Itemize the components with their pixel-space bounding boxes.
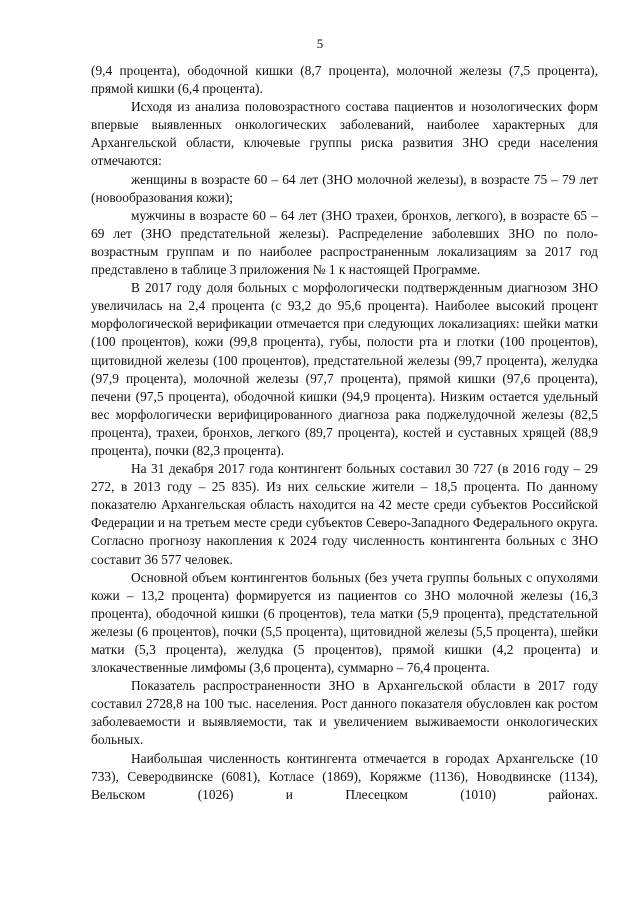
paragraph-women-risk: женщины в возрасте 60 – 64 лет (ЗНО молочной железы), в возрасте 75 – 79 лет (новообразования кожи);	[91, 171, 598, 205]
paragraph-continuation: (9,4 процента), ободочной кишки (8,7 процента), молочной железы (7,5 процента), прямой кишки (6,4 процента).	[91, 63, 598, 97]
paragraph-risk-groups-intro: Исходя из анализа половозрастного состава пациентов и нозологических форм впервые выявленных онкологических заболеваний, наиболее характерных для Архангельской области, ключевые группы риска развития ЗНО среди населения отмечаются:	[91, 99, 598, 169]
paragraph-men-risk: мужчины в возрасте 60 – 64 лет (ЗНО трахеи, бронхов, легкого), в возрасте 65 – 69 лет (ЗНО предстательной железы). Распределение заболевших ЗНО по поло-возрастным группам и по наиболее распространенным локализациям за 2017 год представлено в таблице 3 приложения № 1 к настоящей Программе.	[91, 207, 598, 278]
document-body	[91, 62, 598, 804]
paragraph-prevalence: Показатель распространенности ЗНО в Архангельской области в 2017 году составил 2728,8 на 100 тыс. населения. Рост данного показателя обусловлен как ростом заболеваемости и выявляемости, так и увеличением выживаемости онкологических больных.	[91, 678, 598, 748]
paragraph-patient-contingent: На 31 декабря 2017 года контингент больных составил 30 727 (в 2016 году – 29 272, в 2013 году – 25 835). Из них сельские жители – 18,5 процента. По данному показателю Архангельская область находится на 42 месте среди субъектов Российской Федерации и на третьем месте среди субъектов Северо-Западного Федерального округа. Согласно прогнозу накопления к 2024 году численность контингента больных с ЗНО составит 36 577 человек.	[91, 461, 598, 567]
paragraph-morphological-verification: В 2017 году доля больных с морфологически подтвержденным диагнозом ЗНО увеличилась на 2,4 процента (с 93,2 до 95,6 процента). Наиболее высокий процент морфологической верификации отмечается при следующих локализациях: шейки матки (100 процентов), кожи (99,8 процента), губы, полости рта и глотки (100 процентов), щитовидной железы (100 процентов), предстательной железы (99,7 процента), желудка (97,9 процента), молочной железы (97,7 процента), прямой кишки (97,6 процента), печени (97,5 процента), ободочной кишки (94,9 процента). Низким остается удельный вес морфологически верифицированного диагноза рака поджелудочной железы (82,5 процента), трахеи, бронхов, легкого (89,7 процента), костей и суставных хрящей (88,9 процента), почки (82,3 процента).	[91, 280, 598, 458]
paragraph-contingent-by-city: Наибольшая численность контингента отмечается в городах Архангельске (10 733), Северодвинске (6081), Котласе (1869), Коряжме (1136), Новодвинске (1134), Вельском (1026) и Плесецком (1010) районах.	[91, 750, 598, 802]
paragraph-contingent-structure: Основной объем контингентов больных (без учета группы больных с опухолями кожи – 13,2 процента) формируется из пациентов со ЗНО молочной железы (16,3 процента), ободочной кишки (6 процентов), тела матки (5,9 процента), предстательной железы (6 процентов), почки (5,5 процента), щитовидной железы (5,5 процента), шейки матки (5,3 процента), желудка (5 процентов), прямой кишки (4,2 процента) и злокачественные лимфомы (3,6 процента), суммарно – 76,4 процента.	[91, 569, 598, 676]
page-number: 5	[316, 36, 324, 51]
